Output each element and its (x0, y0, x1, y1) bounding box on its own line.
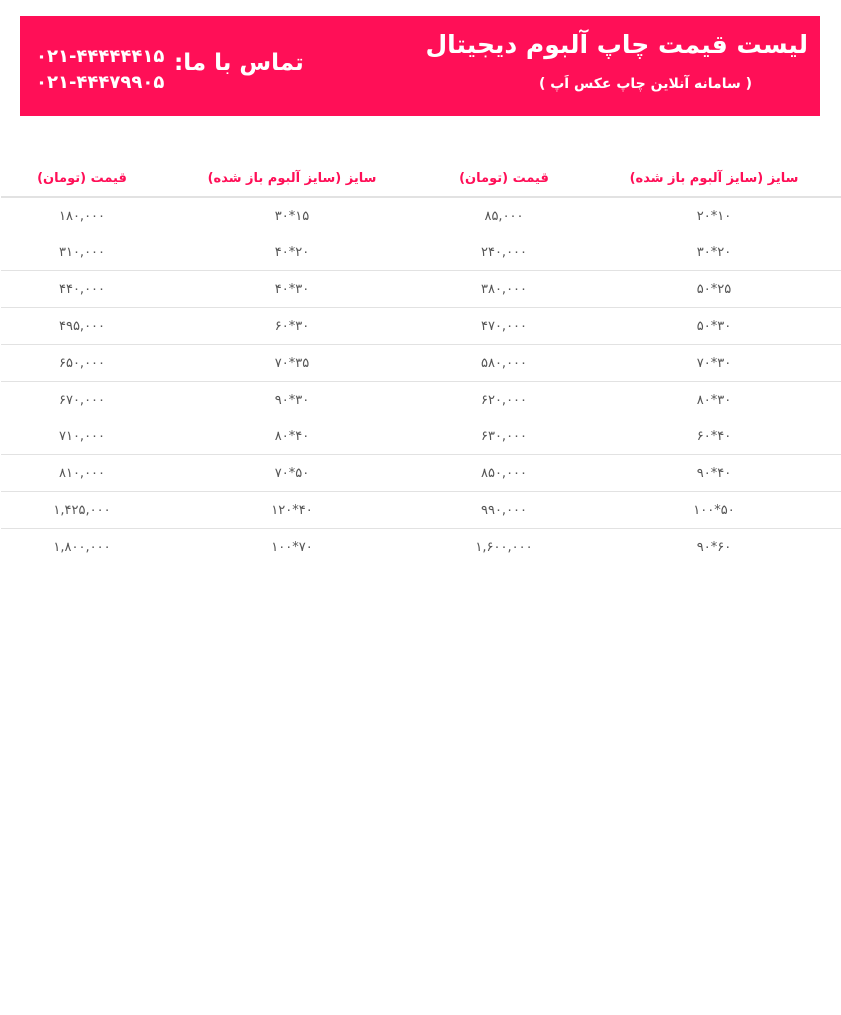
column-header-size-1: سایز (سایز آلبوم باز شده) (587, 160, 841, 197)
size-cell: ۳۰*۵۰ (587, 308, 841, 345)
price-cell: ۴۴۰,۰۰۰ (1, 271, 163, 308)
price-cell: ۴۹۵,۰۰۰ (1, 308, 163, 345)
phone-number-2[interactable]: ۰۲۱-۴۴۴۷۹۹۰۵ (36, 72, 165, 93)
size-cell: ۷۰*۱۰۰ (163, 529, 421, 566)
size-cell: ۶۰*۹۰ (587, 529, 841, 566)
price-cell: ۹۹۰,۰۰۰ (421, 492, 587, 529)
size-cell: ۵۰*۱۰۰ (587, 492, 841, 529)
phone-list (36, 44, 164, 96)
size-cell: ۴۰*۹۰ (587, 455, 841, 492)
price-cell: ۴۷۰,۰۰۰ (421, 308, 587, 345)
price-cell: ۵۸۰,۰۰۰ (421, 345, 587, 382)
size-cell: ۳۰*۸۰ (587, 382, 841, 419)
table-row (1, 271, 841, 308)
size-cell: ۱۰*۲۰ (696, 208, 732, 224)
size-cell: ۴۰*۸۰ (274, 428, 310, 444)
column-header-price-1: قیمت (تومان) (421, 160, 587, 197)
size-cell: ۳۰*۷۰ (587, 345, 841, 382)
price-table (1, 160, 841, 565)
price-cell: ۲۴۰,۰۰۰ (480, 244, 528, 260)
price-cell: ۶۲۰,۰۰۰ (421, 382, 587, 419)
table-row (1, 455, 841, 492)
table-row (1, 234, 841, 271)
price-cell: ۸۵,۰۰۰ (484, 208, 524, 224)
price-cell: ۳۸۰,۰۰۰ (421, 271, 587, 308)
size-cell: ۵۰*۷۰ (163, 455, 421, 492)
price-cell: ۱,۴۲۵,۰۰۰ (1, 492, 163, 529)
phone-number-1[interactable]: ۰۲۱-۴۴۴۴۴۴۱۵ (36, 46, 165, 67)
price-cell: ۷۱۰,۰۰۰ (58, 428, 106, 444)
contact-label: تماس با ما: (174, 50, 304, 76)
size-cell: ۲۰*۳۰ (696, 244, 732, 260)
size-cell: ۳۰*۴۰ (163, 271, 421, 308)
size-cell: ۳۵*۷۰ (163, 345, 421, 382)
size-cell: ۴۰*۶۰ (696, 428, 732, 444)
table-row (1, 418, 841, 455)
table-row (1, 308, 841, 345)
table-row (1, 492, 841, 529)
page-subtitle: ( سامانه آنلاین چاپ عکس اَپ ) (538, 76, 752, 92)
size-cell: ۳۰*۶۰ (163, 308, 421, 345)
page-title: لیست قیمت چاپ آلبوم دیجیتال (425, 30, 808, 59)
size-cell: ۳۰*۹۰ (163, 382, 421, 419)
price-cell: ۸۵۰,۰۰۰ (421, 455, 587, 492)
price-cell: ۶۷۰,۰۰۰ (1, 382, 163, 419)
table-row (1, 382, 841, 419)
price-cell: ۱,۸۰۰,۰۰۰ (1, 529, 163, 566)
column-header-size-2: سایز (سایز آلبوم باز شده) (163, 160, 421, 197)
price-cell: ۶۵۰,۰۰۰ (1, 345, 163, 382)
size-cell: ۲۵*۵۰ (587, 271, 841, 308)
size-cell: ۲۰*۴۰ (274, 244, 310, 260)
size-cell: ۱۵*۳۰ (274, 208, 310, 224)
table-row (1, 529, 841, 566)
price-cell: ۱۸۰,۰۰۰ (58, 208, 106, 224)
size-cell: ۴۰*۱۲۰ (163, 492, 421, 529)
table-row (1, 345, 841, 382)
price-cell: ۶۳۰,۰۰۰ (480, 428, 528, 444)
header-banner (20, 16, 820, 116)
price-cell: ۳۱۰,۰۰۰ (58, 244, 106, 260)
table-header-row (1, 160, 841, 197)
price-cell: ۸۱۰,۰۰۰ (1, 455, 163, 492)
price-cell: ۱,۶۰۰,۰۰۰ (421, 529, 587, 566)
table-row (1, 197, 841, 234)
column-header-price-2: قیمت (تومان) (1, 160, 163, 197)
